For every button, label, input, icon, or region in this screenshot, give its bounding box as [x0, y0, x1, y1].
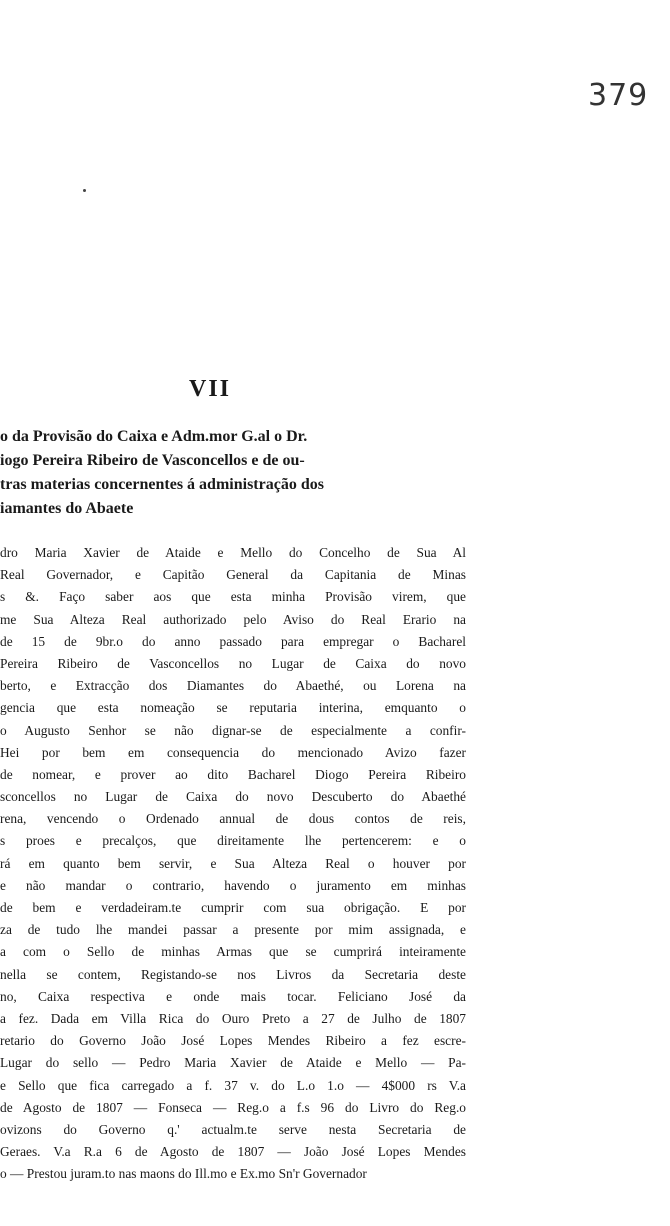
text-line: Hei por bem em consequencia do mencionado Avizo fazer [0, 744, 466, 760]
heading-line: tras materias concernentes á administração dos [0, 476, 324, 493]
text-line: de nomear, e prover ao dito Bacharel Diogo Pereira Ribeiro [0, 766, 466, 782]
text-line: a com o Sello de minhas Armas que se cumprirá inteiramente [0, 944, 466, 960]
text-line: Geraes. V.a R.a 6 de Agosto de 1807 — João José Lopes Mendes [0, 1144, 466, 1160]
text-line: o Augusto Senhor se não dignar-se de especialmente a confir- [0, 722, 466, 738]
heading-line: iogo Pereira Ribeiro de Vasconcellos e de ou- [0, 452, 305, 469]
heading-line: iamantes do Abaete [0, 500, 134, 517]
chapter-numeral: VII [188, 376, 231, 402]
text-line: s &. Faço saber aos que esta minha Provisão virem, que [0, 589, 466, 605]
text-line: retario do Governo João José Lopes Mendes Ribeiro a fez escre- [0, 1033, 466, 1049]
text-line: Lugar do sello — Pedro Maria Xavier de Ataide e Mello — Pa- [0, 1055, 466, 1071]
text-line: a fez. Dada em Villa Rica do Ouro Preto a 27 de Julho de 1807 [0, 1010, 466, 1026]
heading-line: o da Provisão do Caixa e Adm.mor G.al o Dr. [0, 428, 308, 445]
text-line: o — Prestou juram.to nas maons do Ill.mo e Ex.mo Sn'r Governador [0, 1166, 367, 1182]
text-line: e Sello que fica carregado a f. 37 v. do L.o 1.o — 4$000 rs V.a [0, 1077, 466, 1093]
section-heading [0, 425, 470, 521]
text-line: sconcellos no Lugar de Caixa do novo Descuberto do Abaethé [0, 789, 466, 805]
text-line: za de tudo lhe mandei passar a presente por mim assignada, e [0, 922, 466, 938]
text-line: me Sua Alteza Real authorizado pelo Aviso do Real Erario na [0, 611, 466, 627]
text-line: de 15 de 9br.o do anno passado para empregar o Bacharel [0, 633, 466, 649]
page-number: 379 [588, 78, 649, 113]
text-line: gencia que esta nomeação se reputaria interina, emquanto o [0, 700, 466, 716]
text-line: s proes e precalços, que direitamente lhe pertencerem: e o [0, 833, 466, 849]
text-line: rá em quanto bem servir, e Sua Alteza Real o houver por [0, 855, 466, 871]
text-line: ovizons do Governo q.' actualm.te serve nesta Secretaria de [0, 1121, 466, 1137]
text-line: de bem e verdadeiram.te cumprir com sua obrigação. E por [0, 900, 466, 915]
text-line: de Agosto de 1807 — Fonseca — Reg.o a f.s 96 do Livro do Reg.o [0, 1099, 466, 1115]
stray-mark [83, 189, 86, 192]
text-line: Pereira Ribeiro de Vasconcellos no Lugar de Caixa do novo [0, 655, 466, 671]
text-line: berto, e Extracção dos Diamantes do Abaethé, ou Lorena na [0, 678, 466, 694]
text-line: no, Caixa respectiva e onde mais tocar. Feliciano José da [0, 988, 466, 1004]
body-text [0, 542, 466, 1185]
text-line: Real Governador, e Capitão General da Capitania de Minas [0, 567, 466, 583]
text-line: dro Maria Xavier de Ataide e Mello do Concelho de Sua Al [0, 545, 466, 560]
text-line: e não mandar o contrario, havendo o juramento em minhas [0, 877, 466, 893]
text-line: nella se contem, Registando-se nos Livros da Secretaria deste [0, 966, 466, 982]
text-line: rena, vencendo o Ordenado annual de dous contos de reis, [0, 811, 466, 827]
